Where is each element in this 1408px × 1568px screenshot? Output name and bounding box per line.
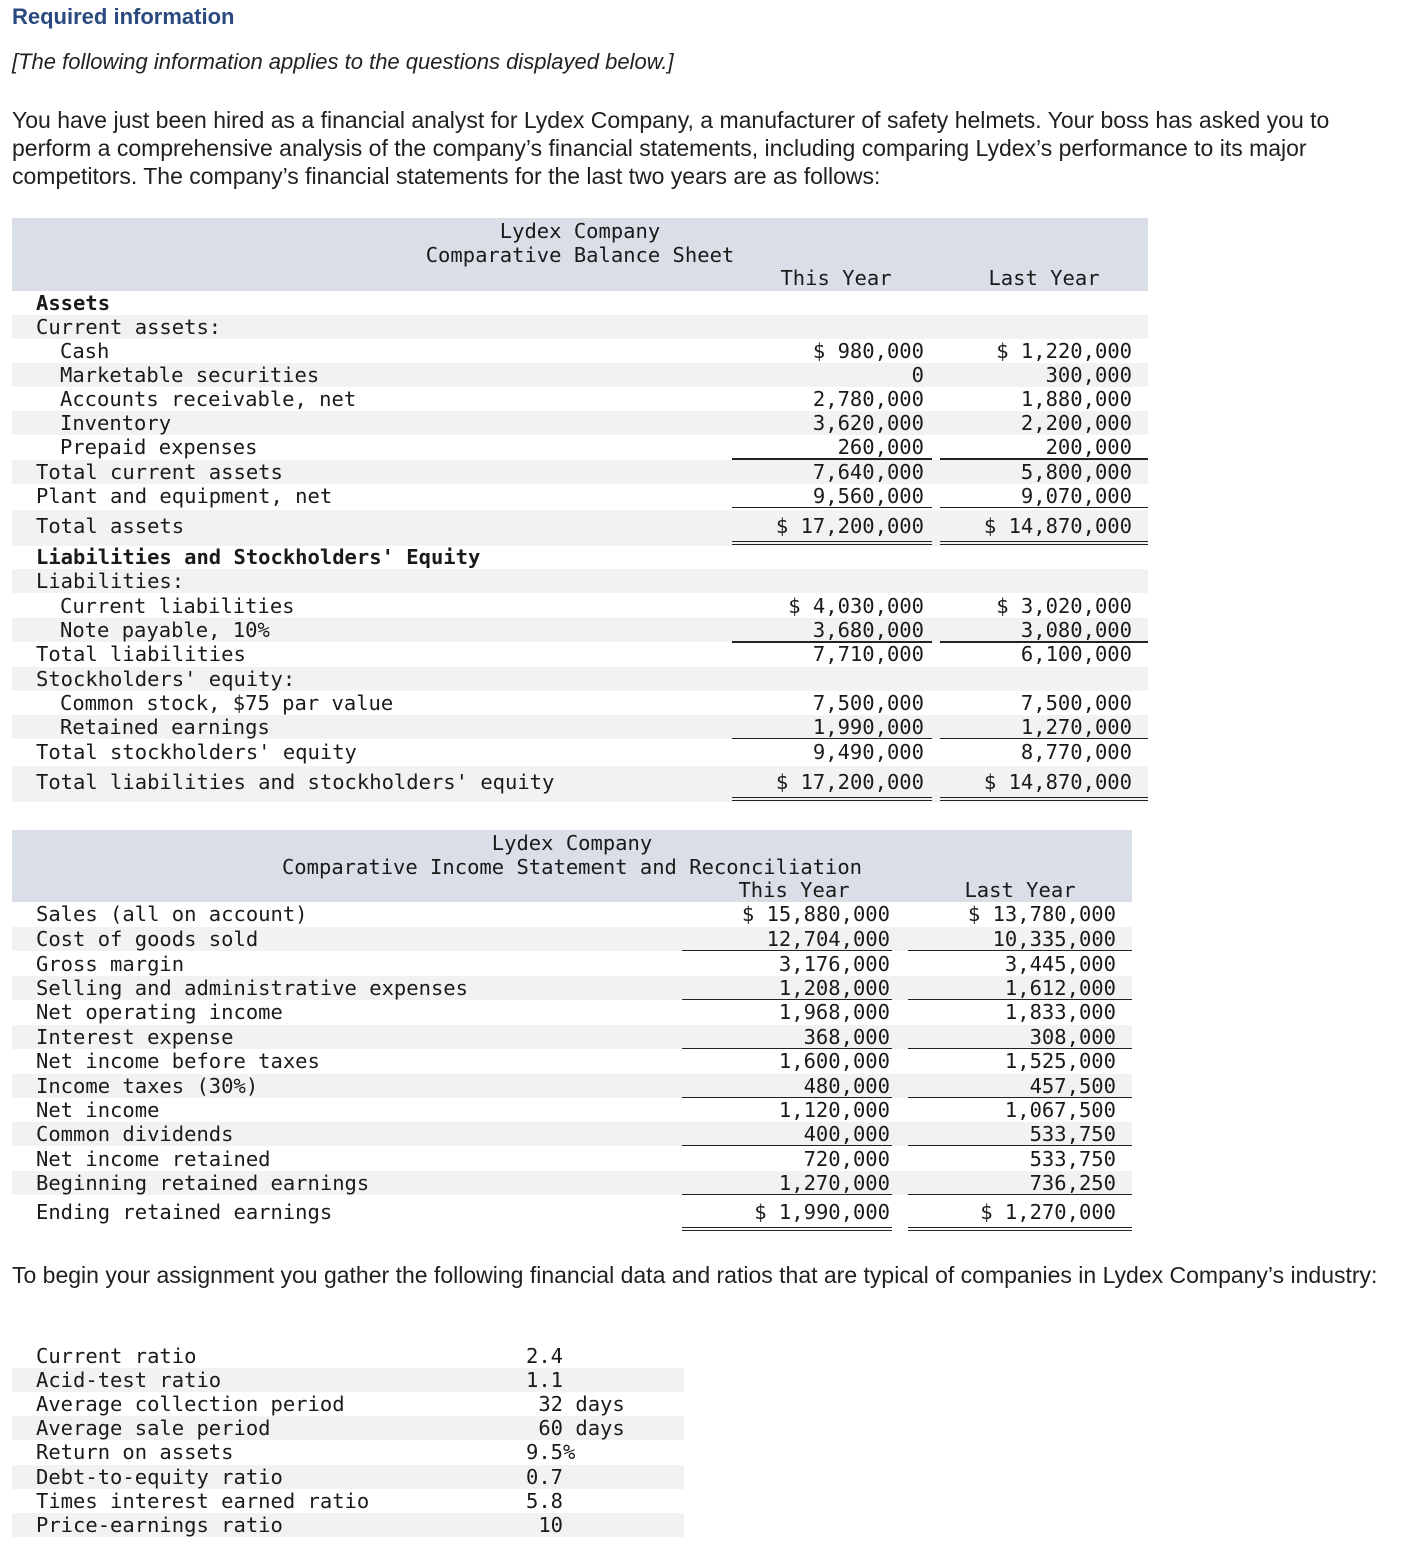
- balance-row: [12, 594, 1148, 618]
- income-statement-title: [222, 831, 922, 879]
- balance-row-label: Total stockholders' equity: [36, 740, 357, 764]
- income-row-label: Net income before taxes: [36, 1049, 320, 1073]
- balance-col-this-year: This Year: [780, 266, 892, 290]
- ratio-value: 10: [526, 1513, 564, 1537]
- balance-rule: [940, 642, 1148, 643]
- balance-row-this-year: $ 980,000: [812, 339, 924, 363]
- applies-note: [The following information applies to the questions displayed below.]: [12, 49, 674, 74]
- ratio-row: [12, 1416, 684, 1440]
- balance-row: [12, 667, 1148, 691]
- income-rule: [682, 1097, 892, 1098]
- income-rule: [682, 1145, 892, 1146]
- balance-row-label: Plant and equipment, net: [36, 484, 333, 508]
- balance-row-this-year: 3,680,000: [812, 618, 924, 642]
- balance-row-this-year: 2,780,000: [812, 387, 924, 411]
- balance-row-this-year: 7,640,000: [812, 460, 924, 484]
- income-row-last-year: 1,612,000: [1004, 976, 1116, 1000]
- ratio-value: 32 days: [526, 1392, 625, 1416]
- income-row-last-year: 1,067,500: [1004, 1098, 1116, 1122]
- balance-row-last-year: $ 14,870,000: [983, 770, 1132, 794]
- income-row-last-year: 736,250: [1029, 1171, 1116, 1195]
- ratio-row: [12, 1513, 684, 1537]
- income-row: [12, 1200, 1132, 1224]
- income-row-last-year: $ 1,270,000: [980, 1200, 1116, 1224]
- income-row: [12, 927, 1132, 951]
- balance-row-last-year: 1,270,000: [1020, 715, 1132, 739]
- balance-row: [12, 740, 1148, 764]
- income-rule: [682, 1194, 892, 1195]
- balance-row: [12, 411, 1148, 435]
- balance-rule: [940, 459, 1148, 460]
- income-row: [12, 1000, 1132, 1024]
- income-row: [12, 976, 1132, 1000]
- income-rule: [682, 999, 892, 1000]
- balance-rule: [940, 797, 1148, 801]
- income-row-last-year: 533,750: [1029, 1122, 1116, 1146]
- income-row-label: Gross margin: [36, 952, 185, 976]
- balance-row-label: Total current assets: [36, 460, 283, 484]
- balance-row-last-year: 9,070,000: [1020, 484, 1132, 508]
- income-row: [12, 1025, 1132, 1049]
- balance-row-this-year: 260,000: [837, 435, 924, 459]
- balance-row-this-year: 3,620,000: [812, 411, 924, 435]
- income-row-last-year: 1,833,000: [1004, 1000, 1116, 1024]
- balance-row-this-year: 9,560,000: [812, 484, 924, 508]
- balance-sheet-title: [380, 219, 780, 267]
- income-row-last-year: 3,445,000: [1004, 952, 1116, 976]
- income-rule: [908, 950, 1132, 951]
- balance-row-last-year: 200,000: [1045, 435, 1132, 459]
- balance-row-this-year: 0: [911, 363, 924, 387]
- income-row-last-year: 10,335,000: [992, 927, 1116, 951]
- balance-row-last-year: 5,800,000: [1020, 460, 1132, 484]
- income-row: [12, 1074, 1132, 1098]
- income-row: [12, 1122, 1132, 1146]
- ratio-value: 1.1: [526, 1368, 564, 1392]
- income-row-last-year: 533,750: [1029, 1147, 1116, 1171]
- balance-row: [12, 691, 1148, 715]
- income-row-label: Net income: [36, 1098, 160, 1122]
- balance-row-label: Cash: [60, 339, 110, 363]
- balance-rule: [732, 459, 932, 460]
- balance-row: [12, 387, 1148, 411]
- income-row-this-year: $ 15,880,000: [741, 902, 890, 926]
- balance-row-label: Total liabilities and stockholders' equity: [36, 770, 555, 794]
- income-row: [12, 952, 1132, 976]
- ratio-label: Acid-test ratio: [36, 1368, 222, 1392]
- income-statement-name: Comparative Income Statement and Reconciliation: [281, 855, 863, 879]
- balance-row-last-year: 1,880,000: [1020, 387, 1132, 411]
- ratio-value: 2.4: [526, 1344, 564, 1368]
- balance-row: [12, 363, 1148, 387]
- balance-row-last-year: 3,080,000: [1020, 618, 1132, 642]
- balance-row: [12, 715, 1148, 739]
- income-rule: [908, 1145, 1132, 1146]
- income-row-this-year: 480,000: [803, 1074, 890, 1098]
- balance-row: [12, 291, 1148, 315]
- balance-row-label: Liabilities:: [36, 569, 185, 593]
- industry-paragraph: To begin your assignment you gather the following financial data and ratios that are typical of companies in Lydex Company’s industry:: [12, 1262, 1378, 1288]
- income-col-this-year: This Year: [738, 878, 850, 902]
- balance-row-label: Common stock, $75 par value: [60, 691, 394, 715]
- ratio-label: Current ratio: [36, 1344, 197, 1368]
- balance-row-last-year: $ 14,870,000: [983, 514, 1132, 538]
- ratio-value: 5.8: [526, 1489, 564, 1513]
- income-rule: [682, 950, 892, 951]
- income-row-this-year: 1,600,000: [778, 1049, 890, 1073]
- income-row-label: Selling and administrative expenses: [36, 976, 468, 1000]
- income-col-last-year: Last Year: [964, 878, 1076, 902]
- balance-statement-name: Comparative Balance Sheet: [425, 243, 735, 267]
- income-row-label: Cost of goods sold: [36, 927, 259, 951]
- balance-row: [12, 618, 1148, 642]
- balance-row: [12, 569, 1148, 593]
- balance-row-label: Current liabilities: [60, 594, 295, 618]
- balance-row-label: Total liabilities: [36, 642, 246, 666]
- balance-row-label: Assets: [36, 291, 111, 315]
- ratio-value: 60 days: [526, 1416, 625, 1440]
- ratio-label: Debt-to-equity ratio: [36, 1465, 283, 1489]
- ratio-row: [12, 1344, 684, 1368]
- balance-row-label: Prepaid expenses: [60, 435, 258, 459]
- balance-rule: [732, 797, 932, 801]
- income-row-label: Sales (all on account): [36, 902, 308, 926]
- balance-row-last-year: 7,500,000: [1020, 691, 1132, 715]
- ratio-label: Return on assets: [36, 1440, 234, 1464]
- income-row-label: Net income retained: [36, 1147, 271, 1171]
- income-company-name: Lydex Company: [491, 831, 653, 855]
- balance-row-label: Total assets: [36, 514, 185, 538]
- income-rule: [682, 1048, 892, 1049]
- balance-row: [12, 642, 1148, 666]
- balance-row-this-year: 9,490,000: [812, 740, 924, 764]
- income-row-label: Interest expense: [36, 1025, 234, 1049]
- income-row-last-year: 1,525,000: [1004, 1049, 1116, 1073]
- income-row-this-year: 3,176,000: [778, 952, 890, 976]
- income-row: [12, 1098, 1132, 1122]
- income-rule: [682, 1227, 892, 1231]
- ratio-label: Times interest earned ratio: [36, 1489, 370, 1513]
- income-row: [12, 1171, 1132, 1195]
- income-row-this-year: $ 1,990,000: [754, 1200, 890, 1224]
- balance-row-last-year: $ 3,020,000: [996, 594, 1132, 618]
- income-row: [12, 902, 1132, 926]
- ratio-value: 9.5%: [526, 1440, 576, 1464]
- ratio-value: 0.7: [526, 1465, 564, 1489]
- income-rule: [908, 1227, 1132, 1231]
- income-row-last-year: 308,000: [1029, 1025, 1116, 1049]
- income-row-this-year: 400,000: [803, 1122, 890, 1146]
- balance-row-label: Accounts receivable, net: [60, 387, 357, 411]
- balance-row-this-year: 7,500,000: [812, 691, 924, 715]
- balance-row-this-year: $ 17,200,000: [775, 514, 924, 538]
- ratio-row: [12, 1440, 684, 1464]
- balance-row-last-year: 2,200,000: [1020, 411, 1132, 435]
- balance-rule: [940, 507, 1148, 508]
- balance-row-last-year: $ 1,220,000: [996, 339, 1132, 363]
- balance-rule: [732, 738, 932, 739]
- balance-row-this-year: $ 4,030,000: [788, 594, 924, 618]
- ratio-label: Price-earnings ratio: [36, 1513, 283, 1537]
- ratio-row: [12, 1465, 684, 1489]
- income-row-label: Beginning retained earnings: [36, 1171, 370, 1195]
- balance-row-this-year: 7,710,000: [812, 642, 924, 666]
- income-row-label: Net operating income: [36, 1000, 283, 1024]
- income-row-this-year: 1,208,000: [778, 976, 890, 1000]
- income-row-this-year: 720,000: [803, 1147, 890, 1171]
- balance-rule: [732, 642, 932, 643]
- balance-row-label: Marketable securities: [60, 363, 320, 387]
- balance-row: [12, 339, 1148, 363]
- balance-row-label: Note payable, 10%: [60, 618, 270, 642]
- balance-row-label: Stockholders' equity:: [36, 667, 296, 691]
- income-row-this-year: 1,270,000: [778, 1171, 890, 1195]
- income-row-label: Income taxes (30%): [36, 1074, 259, 1098]
- ratio-label: Average collection period: [36, 1392, 345, 1416]
- income-row-this-year: 12,704,000: [766, 927, 890, 951]
- income-rule: [908, 1048, 1132, 1049]
- balance-rule: [732, 507, 932, 508]
- income-row: [12, 1147, 1132, 1171]
- balance-row: [12, 435, 1148, 459]
- balance-row-last-year: 6,100,000: [1020, 642, 1132, 666]
- income-row: [12, 1049, 1132, 1073]
- income-row-label: Ending retained earnings: [36, 1200, 333, 1224]
- balance-company-name: Lydex Company: [499, 219, 661, 243]
- balance-col-last-year: Last Year: [988, 266, 1100, 290]
- income-rule: [908, 1097, 1132, 1098]
- balance-row-label: Liabilities and Stockholders' Equity: [36, 545, 481, 569]
- income-row-this-year: 1,968,000: [778, 1000, 890, 1024]
- ratio-label: Average sale period: [36, 1416, 271, 1440]
- balance-row: [12, 484, 1148, 508]
- page-heading: Required information: [12, 4, 235, 29]
- balance-row: [12, 460, 1148, 484]
- balance-row: [12, 315, 1148, 339]
- ratio-row: [12, 1392, 684, 1416]
- ratio-row: [12, 1489, 684, 1513]
- balance-row-last-year: 8,770,000: [1020, 740, 1132, 764]
- balance-row-last-year: 300,000: [1045, 363, 1132, 387]
- income-row-this-year: 1,120,000: [778, 1098, 890, 1122]
- balance-row-label: Retained earnings: [60, 715, 270, 739]
- income-rule: [908, 999, 1132, 1000]
- income-row-last-year: $ 13,780,000: [967, 902, 1116, 926]
- balance-row-label: Inventory: [60, 411, 172, 435]
- balance-row-this-year: $ 17,200,000: [775, 770, 924, 794]
- income-row-last-year: 457,500: [1029, 1074, 1116, 1098]
- intro-paragraph: You have just been hired as a financial analyst for Lydex Company, a manufacturer of safety helmets. Your boss has asked you to perform a comprehensive analysis of the company’s financial statements, including comparing Lydex’s performance to its major competitors. The company’s financial statements for the last two years are as follows:: [12, 107, 1330, 189]
- income-rule: [908, 1194, 1132, 1195]
- balance-rule: [940, 738, 1148, 739]
- balance-row-label: Current assets:: [36, 315, 222, 339]
- balance-row: [12, 545, 1148, 569]
- balance-row-this-year: 1,990,000: [812, 715, 924, 739]
- ratio-row: [12, 1368, 684, 1392]
- income-row-label: Common dividends: [36, 1122, 234, 1146]
- income-row-this-year: 368,000: [803, 1025, 890, 1049]
